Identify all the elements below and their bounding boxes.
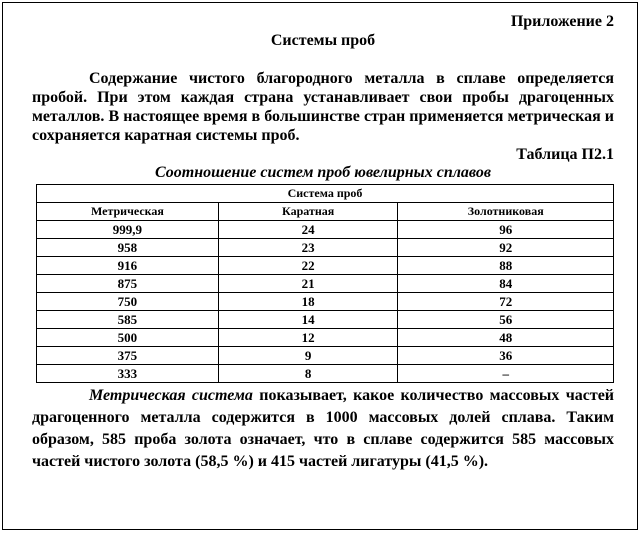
cell-metric: 916 (37, 257, 219, 275)
metric-system-paragraph (32, 385, 614, 473)
table-header-row (37, 203, 614, 221)
section-title: Системы проб (270, 32, 376, 49)
table-row (37, 275, 614, 293)
cell-zolotnik: – (398, 365, 614, 383)
header-karat: Каратная (218, 203, 398, 221)
table-row (37, 221, 614, 239)
cell-zolotnik: 84 (398, 275, 614, 293)
cell-karat: 23 (218, 239, 398, 257)
cell-karat: 18 (218, 293, 398, 311)
cell-karat: 9 (218, 347, 398, 365)
header-zolotnik: Золотниковая (398, 203, 614, 221)
table-caption: Соотношение систем проб ювелирных сплавов (154, 164, 492, 181)
metric-system-text: показывает, какое количество массовых частей драгоценного металла содержится в 1000 массовых долей сплава. Таким образом, 585 проба золота означает, что в сплаве содержится 585 массовых частей чистого золота (58,5 %) и 415 частей лигатуры (41,5 %). (32, 387, 615, 470)
cell-zolotnik: 48 (398, 329, 614, 347)
table-row (37, 365, 614, 383)
cell-zolotnik: 72 (398, 293, 614, 311)
table-row (37, 347, 614, 365)
document-page (32, 12, 614, 489)
cell-karat: 14 (218, 311, 398, 329)
metric-system-term: Метрическая система (89, 387, 253, 404)
cell-zolotnik: 88 (398, 257, 614, 275)
table-number: Таблица П2.1 (516, 146, 614, 163)
cell-metric: 500 (37, 329, 219, 347)
table-row (37, 329, 614, 347)
table-row (37, 239, 614, 257)
cell-karat: 22 (218, 257, 398, 275)
group-header: Система проб (37, 185, 614, 203)
cell-karat: 12 (218, 329, 398, 347)
table-row (37, 257, 614, 275)
cell-karat: 21 (218, 275, 398, 293)
cell-zolotnik: 56 (398, 311, 614, 329)
table-row (37, 293, 614, 311)
appendix-label: Приложение 2 (510, 13, 614, 30)
cell-karat: 8 (218, 365, 398, 383)
cell-zolotnik: 36 (398, 347, 614, 365)
cell-karat: 24 (218, 221, 398, 239)
cell-metric: 999,9 (37, 221, 219, 239)
cell-metric: 333 (37, 365, 219, 383)
header-metric: Метрическая (37, 203, 219, 221)
cell-zolotnik: 96 (398, 221, 614, 239)
cell-metric: 875 (37, 275, 219, 293)
cell-metric: 958 (37, 239, 219, 257)
table-group-header-row (37, 185, 614, 203)
cell-metric: 750 (37, 293, 219, 311)
assay-systems-table (36, 184, 614, 383)
cell-zolotnik: 92 (398, 239, 614, 257)
intro-paragraph: Содержание чистого благородного металла в сплаве определяется пробой. При этом каждая страна устанавливает свои пробы драгоценных металлов. В настоящее время в большинстве стран применяется метрическая и сохраняется каратная системы проб. (32, 70, 614, 144)
table-row (37, 311, 614, 329)
cell-metric: 375 (37, 347, 219, 365)
cell-metric: 585 (37, 311, 219, 329)
